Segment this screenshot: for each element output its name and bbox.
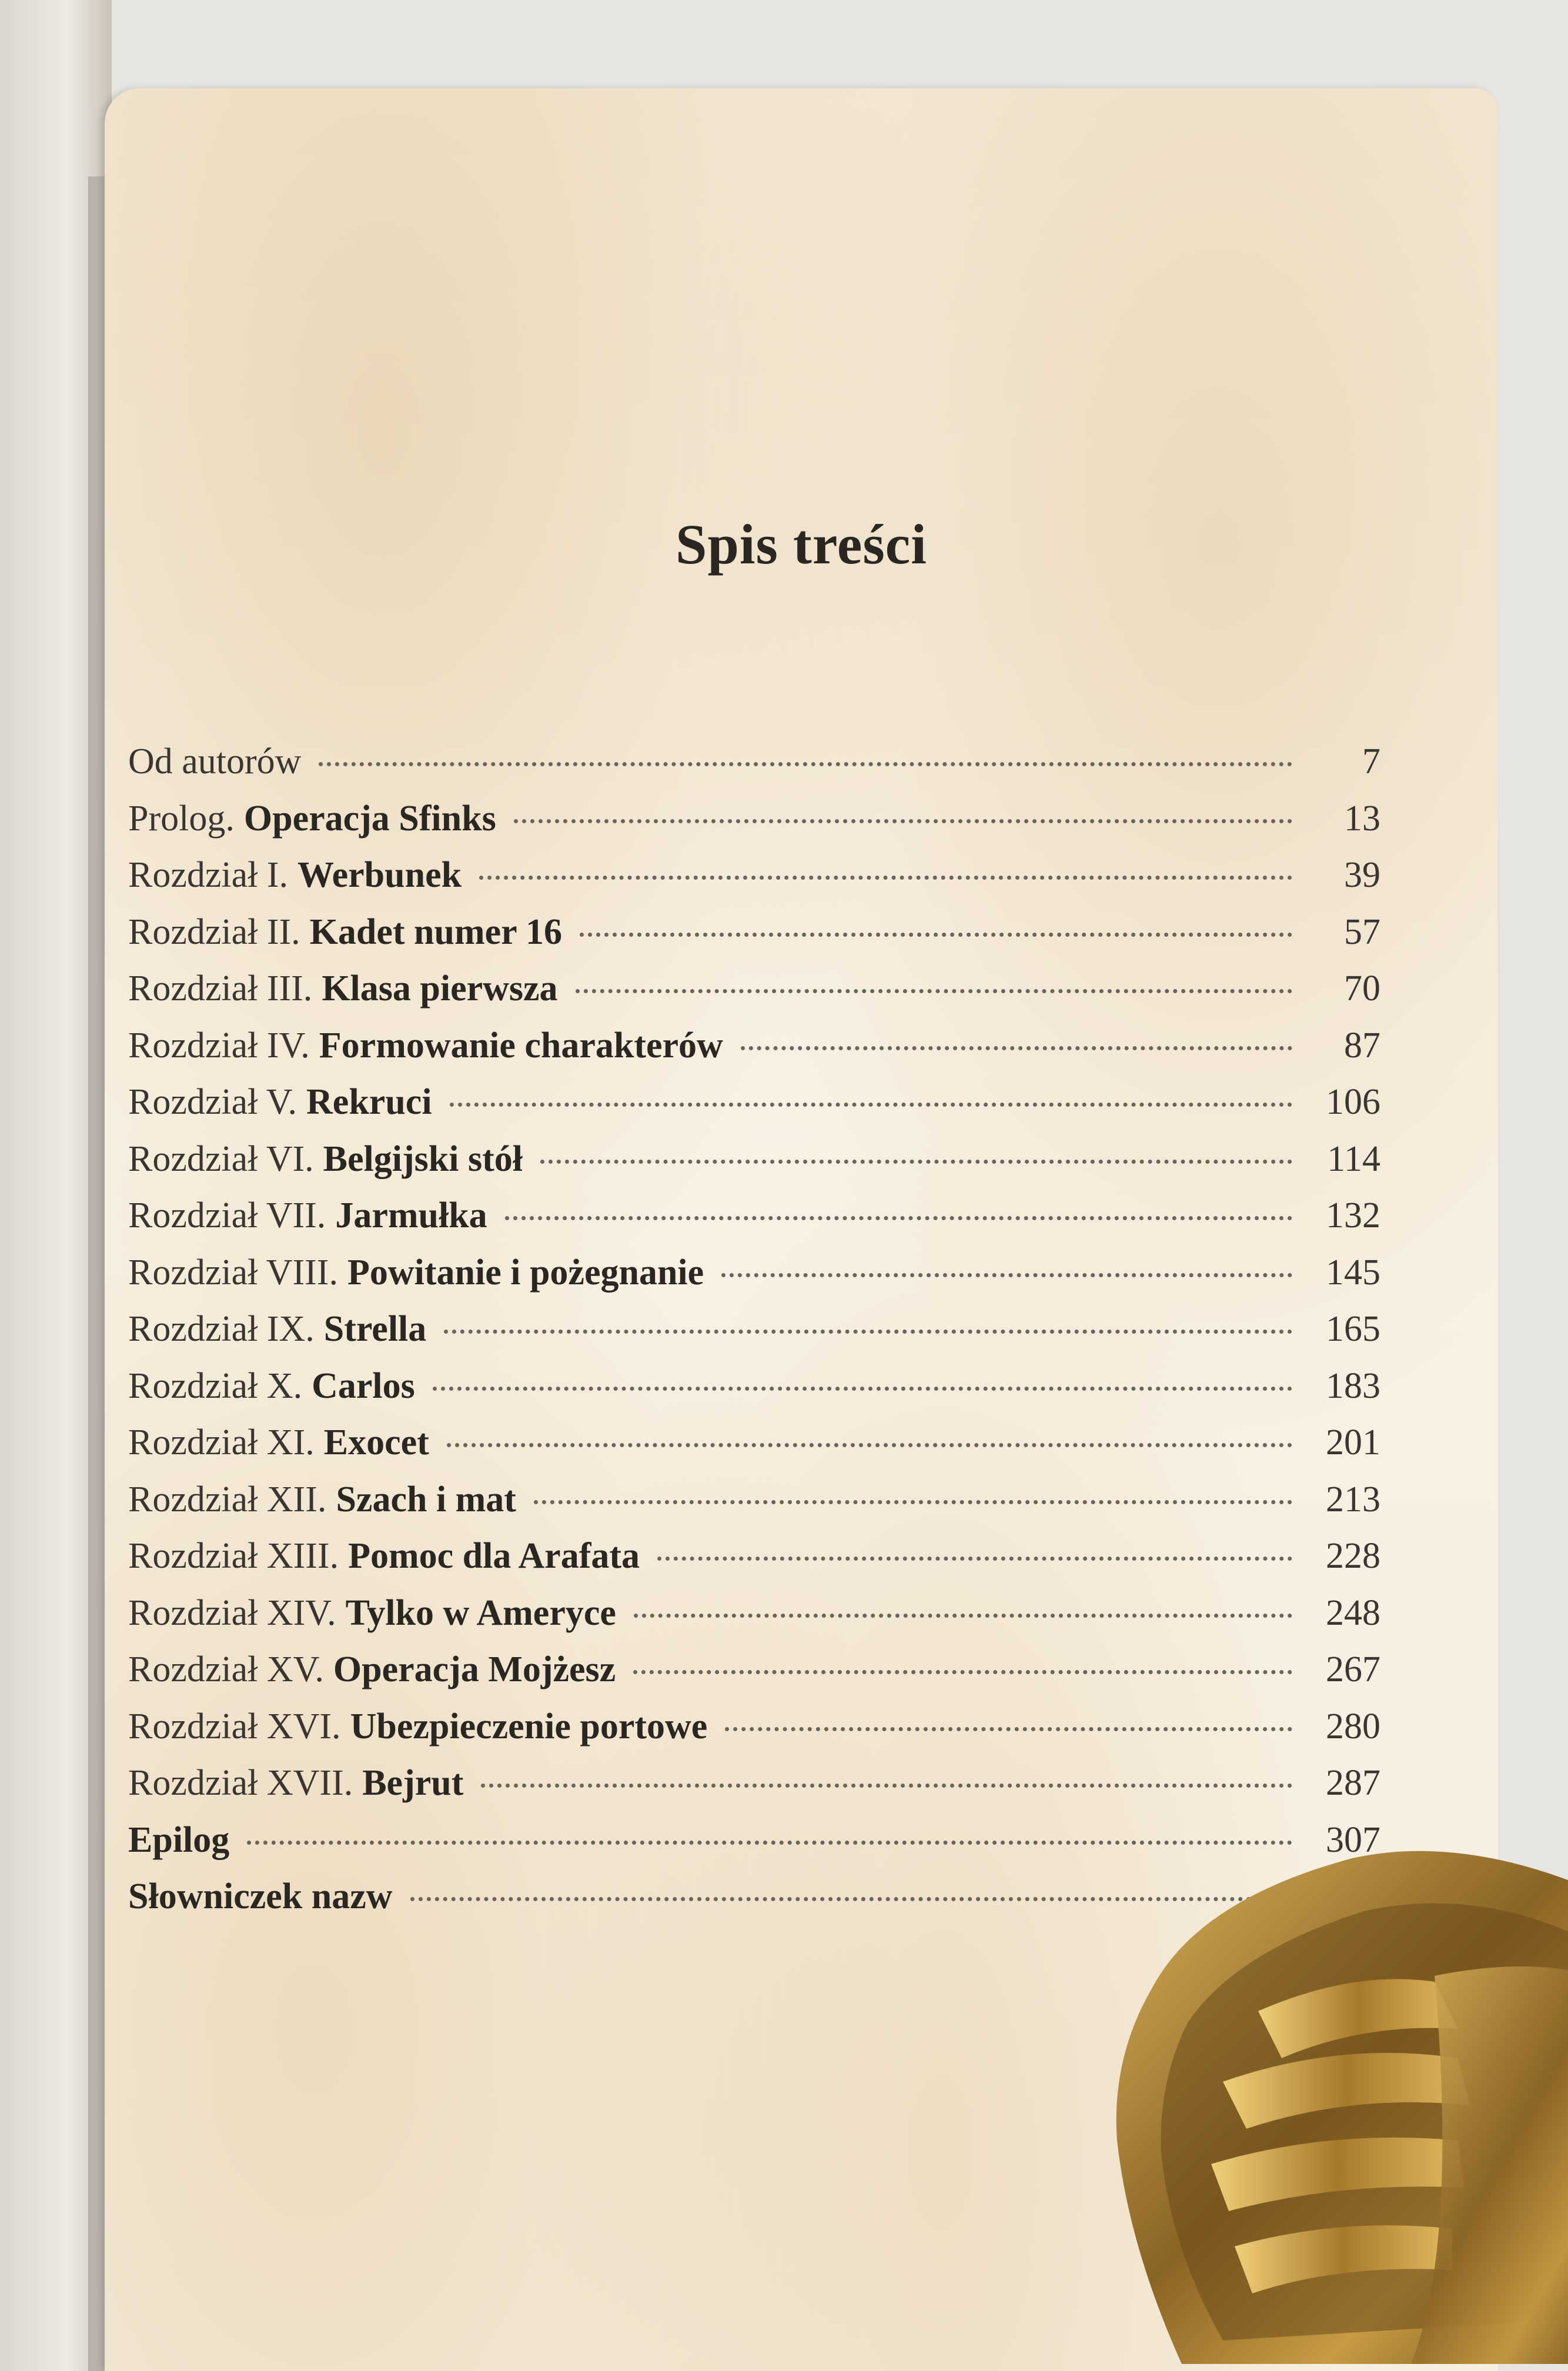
toc-title: Belgijski stół	[323, 1138, 523, 1179]
dot-leader	[725, 1727, 1292, 1731]
toc-prefix: Rozdział VIII.	[128, 1252, 338, 1293]
toc-row	[128, 798, 1380, 855]
toc-page-number: 114	[1327, 1138, 1380, 1179]
toc-row	[128, 1138, 1380, 1195]
toc-page-number: 280	[1326, 1706, 1380, 1746]
dot-leader	[481, 1784, 1292, 1788]
toc-page-number: 267	[1326, 1649, 1380, 1689]
toc-title: Operacja Mojżesz	[333, 1649, 616, 1689]
toc-row	[128, 1252, 1380, 1309]
toc-page-number: 57	[1344, 911, 1380, 952]
toc-title: Powitanie i pożegnanie	[347, 1252, 704, 1293]
toc-prefix: Rozdział VI.	[128, 1138, 314, 1179]
toc-title: Carlos	[312, 1365, 415, 1406]
toc-prefix: Rozdział I.	[128, 855, 289, 895]
dot-leader	[721, 1273, 1292, 1277]
dot-leader	[634, 1614, 1292, 1618]
toc-page-number: 145	[1326, 1252, 1380, 1293]
toc-prefix: Rozdział XII.	[128, 1479, 327, 1520]
dot-leader	[319, 762, 1292, 766]
toc-title: Słowniczek nazw	[128, 1876, 393, 1916]
dot-leader	[514, 819, 1292, 823]
brass-hand-paperweight	[1105, 1835, 1568, 2364]
toc-title: Formowanie charakterów	[319, 1025, 723, 1066]
toc-prefix: Rozdział XI.	[128, 1422, 315, 1462]
toc-prefix: Rozdział IX.	[128, 1309, 315, 1349]
toc-row	[128, 1195, 1380, 1252]
toc-row	[128, 1706, 1380, 1763]
toc-page-number: 248	[1326, 1592, 1380, 1633]
toc-page-number: 39	[1344, 855, 1380, 895]
toc-row	[128, 1592, 1380, 1649]
dot-leader	[447, 1443, 1292, 1447]
dot-leader	[450, 1103, 1292, 1107]
dot-leader	[479, 876, 1292, 880]
toc-title: Tylko w Ameryce	[345, 1592, 616, 1633]
toc-row	[128, 1308, 1380, 1365]
toc-title: Bejrut	[362, 1763, 464, 1803]
toc-page-number: 132	[1326, 1195, 1380, 1235]
toc-prefix: Prolog.	[128, 798, 235, 839]
toc-page-number: 13	[1344, 798, 1380, 839]
toc-title: Exocet	[323, 1422, 429, 1462]
toc-prefix: Rozdział XVII.	[128, 1763, 353, 1803]
toc-row	[128, 1025, 1380, 1082]
toc-prefix: Rozdział XV.	[128, 1649, 324, 1689]
toc-row	[128, 1535, 1380, 1592]
toc-title: Klasa pierwsza	[322, 969, 558, 1008]
toc-page-number: 70	[1344, 969, 1380, 1008]
toc-title: Operacja Sfinks	[243, 798, 496, 839]
toc-title: Kadet numer 16	[309, 911, 563, 952]
toc-prefix: Rozdział XVI.	[128, 1706, 341, 1746]
toc-title: Rekruci	[306, 1082, 432, 1122]
toc-row	[128, 1365, 1380, 1422]
toc-prefix: Rozdział IV.	[128, 1025, 310, 1066]
toc-prefix: Rozdział V.	[128, 1082, 297, 1122]
toc-prefix: Rozdział X.	[128, 1365, 303, 1406]
toc-row	[128, 741, 1380, 798]
dot-leader	[741, 1046, 1292, 1050]
dot-leader	[534, 1500, 1292, 1504]
toc-page-number: 228	[1326, 1536, 1380, 1576]
toc-title: Epilog	[128, 1819, 230, 1860]
toc-title: Ubezpieczenie portowe	[350, 1706, 708, 1746]
toc-page-number: 201	[1326, 1422, 1380, 1462]
dot-leader	[444, 1330, 1292, 1334]
toc-title: Strella	[323, 1309, 427, 1349]
dot-leader	[633, 1670, 1292, 1674]
dot-leader	[576, 989, 1292, 993]
table-of-contents	[128, 741, 1380, 1933]
toc-prefix: Rozdział XIII.	[128, 1536, 339, 1576]
toc-page-number: 165	[1326, 1309, 1380, 1349]
toc-page-number: 106	[1326, 1082, 1380, 1122]
toc-prefix: Rozdział III.	[128, 969, 313, 1008]
toc-page-number: 287	[1326, 1763, 1380, 1803]
toc-page-number: 213	[1326, 1479, 1380, 1520]
toc-page-number: 7	[1362, 742, 1380, 782]
toc-row	[128, 911, 1380, 969]
toc-row	[128, 1422, 1380, 1479]
toc-title: Pomoc dla Arafata	[348, 1536, 640, 1576]
toc-page-number: 183	[1326, 1365, 1380, 1406]
dot-leader	[540, 1160, 1292, 1164]
toc-prefix: Od autorów	[128, 742, 302, 782]
toc-page-number: 87	[1344, 1025, 1380, 1066]
toc-row	[128, 854, 1380, 911]
toc-row	[128, 1479, 1380, 1536]
dot-leader	[657, 1557, 1292, 1561]
toc-row	[128, 1762, 1380, 1819]
dot-leader	[505, 1216, 1292, 1220]
dot-leader	[433, 1387, 1292, 1391]
toc-row	[128, 1649, 1380, 1706]
toc-prefix: Rozdział II.	[128, 911, 300, 952]
toc-page-number: 307	[1326, 1819, 1380, 1860]
page-title: Spis treści	[676, 513, 927, 576]
toc-prefix: Rozdział VII.	[128, 1195, 326, 1235]
toc-row	[128, 968, 1380, 1025]
dot-leader	[580, 933, 1292, 937]
toc-title: Szach i mat	[336, 1479, 516, 1520]
toc-title: Jarmułka	[335, 1195, 487, 1235]
toc-title: Werbunek	[297, 855, 462, 895]
toc-prefix: Rozdział XIV.	[128, 1592, 336, 1633]
toc-row	[128, 1081, 1380, 1138]
